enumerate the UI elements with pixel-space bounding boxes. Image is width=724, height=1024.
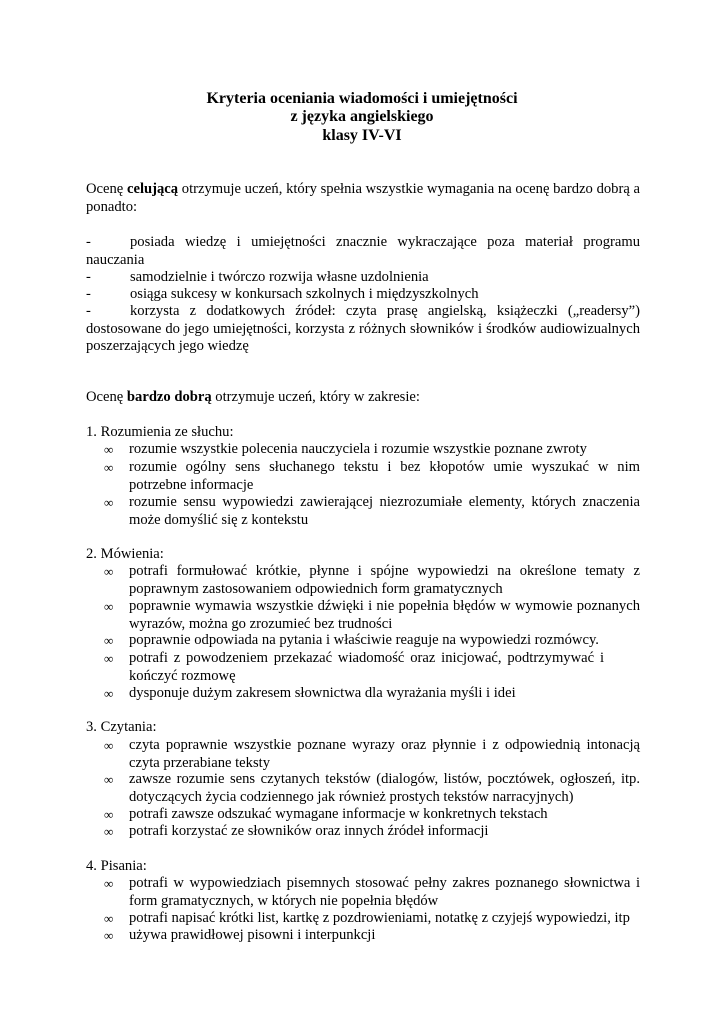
section-heading-speaking: 2. Mówienia: xyxy=(86,546,164,562)
infinity-bullet-icon: ∞ xyxy=(104,824,114,839)
infinity-bullet-icon: ∞ xyxy=(104,495,114,510)
list-item: ∞ potrafi z powodzeniem przekazać wiadomość oraz inicjować, podtrzymywać i kończyć rozmowę xyxy=(104,650,604,684)
infinity-bullet-icon: ∞ xyxy=(104,442,114,457)
infinity-bullet-icon: ∞ xyxy=(104,772,114,787)
infinity-bullet-icon: ∞ xyxy=(104,738,114,753)
list-item: ∞ potrafi zawsze odszukać wymagane informacje w konkretnych tekstach xyxy=(104,806,548,822)
list-item: ∞ potrafi w wypowiedziach pisemnych stosować pełny zakres poznanego słownictwa i form gramatycznych, w których nie popełnia błędów xyxy=(104,875,640,909)
bardzo-dobra-intro: Ocenę bardzo dobrą otrzymuje uczeń, który w zakresie: xyxy=(86,389,420,405)
celujaca-item: - osiąga sukcesy w konkursach szkolnych i międzyszkolnych xyxy=(86,286,479,302)
document-title-line-2: z języka angielskiego xyxy=(290,108,434,125)
infinity-bullet-icon: ∞ xyxy=(104,807,114,822)
grade-bardzo-dobra: bardzo dobrą xyxy=(126,389,212,405)
list-item: ∞ czyta poprawnie wszystkie poznane wyrazy oraz płynnie i z odpowiednią intonacją czyta przerabiane teksty xyxy=(104,737,640,771)
infinity-bullet-icon: ∞ xyxy=(104,564,114,579)
infinity-bullet-icon: ∞ xyxy=(104,599,114,614)
list-item: ∞ używa prawidłowej pisowni i interpunkcji xyxy=(104,927,376,943)
list-item: ∞ dysponuje dużym zakresem słownictwa dla wyrażania myśli i idei xyxy=(104,685,516,701)
infinity-bullet-icon: ∞ xyxy=(104,928,114,943)
celujaca-item: - posiada wiedzę i umiejętności znacznie wykraczające poza materiał programu nauczania xyxy=(86,234,640,268)
celujaca-item: - korzysta z dodatkowych źródeł: czyta prasę angielską, książeczki („readersy”) dostosowane do jego umiejętności, korzysta z różnych słowników i środków audiowizualnych poszerzających jego wiedzę xyxy=(86,303,640,354)
infinity-bullet-icon: ∞ xyxy=(104,633,114,648)
celujaca-intro: Ocenę celującą otrzymuje uczeń, który spełnia wszystkie wymagania na ocenę bardzo dobrą a ponadto: xyxy=(86,181,640,215)
infinity-bullet-icon: ∞ xyxy=(104,686,114,701)
list-item: ∞ rozumie ogólny sens słuchanego tekstu i bez kłopotów umie wyszukać w nim potrzebne informacje xyxy=(104,459,640,493)
document-title-line-1: Kryteria oceniania wiadomości i umiejętności xyxy=(206,90,518,107)
infinity-bullet-icon: ∞ xyxy=(104,460,114,475)
list-item: ∞ zawsze rozumie sens czytanych tekstów (dialogów, listów, pocztówek, ogłoszeń, itp. dotyczących życia codziennego jak również prostych tekstów narracyjnych) xyxy=(104,771,640,805)
infinity-bullet-icon: ∞ xyxy=(104,911,114,926)
section-heading-writing: 4. Pisania: xyxy=(86,858,147,874)
document-title-line-3: klasy IV-VI xyxy=(322,127,402,144)
list-item: ∞ poprawnie odpowiada na pytania i właściwie reaguje na wypowiedzi rozmówcy. xyxy=(104,632,599,648)
grade-celujaca: celującą xyxy=(127,181,179,197)
list-item: ∞ rozumie sensu wypowiedzi zawierającej niezrozumiałe elementy, których znaczenia może domyślić się z kontekstu xyxy=(104,494,640,528)
list-item: ∞ potrafi napisać krótki list, kartkę z pozdrowieniami, notatkę z czyjejś wypowiedzi, itp xyxy=(104,910,630,926)
section-heading-listening: 1. Rozumienia ze słuchu: xyxy=(86,424,234,440)
celujaca-item: - samodzielnie i twórczo rozwija własne uzdolnienia xyxy=(86,269,429,285)
infinity-bullet-icon: ∞ xyxy=(104,876,114,891)
section-heading-reading: 3. Czytania: xyxy=(86,719,157,735)
list-item: ∞ potrafi korzystać ze słowników oraz innych źródeł informacji xyxy=(104,823,489,839)
list-item: ∞ poprawnie wymawia wszystkie dźwięki i nie popełnia błędów w wymowie poznanych wyrazów, można go zrozumieć bez trudności xyxy=(104,598,640,632)
infinity-bullet-icon: ∞ xyxy=(104,651,114,666)
list-item: ∞ rozumie wszystkie polecenia nauczyciela i rozumie wszystkie poznane zwroty xyxy=(104,441,587,457)
list-item: ∞ potrafi formułować krótkie, płynne i spójne wypowiedzi na określone tematy z poprawnym zastosowaniem odpowiednich form gramatycznych xyxy=(104,563,640,597)
